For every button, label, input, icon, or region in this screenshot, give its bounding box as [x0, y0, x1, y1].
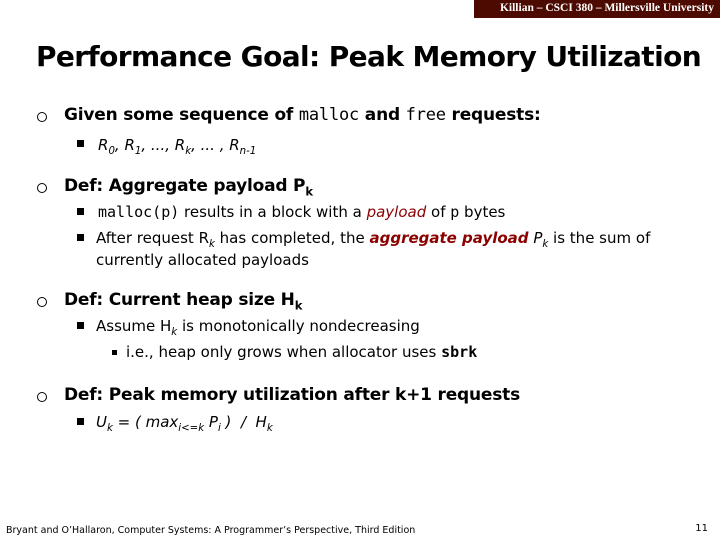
bullet-1-text: and — [359, 105, 406, 125]
text: bytes — [459, 203, 506, 221]
slide-title: Performance Goal: Peak Memory Utilization — [36, 40, 702, 73]
bullet-1 — [64, 105, 541, 125]
text: has completed, the — [214, 229, 370, 247]
header-text: Killian – CSCI 380 – Millersville University — [499, 2, 714, 14]
square-bullet-icon — [77, 418, 84, 425]
aggregate-payload-line2: currently allocated payloads — [96, 251, 309, 269]
term-payload: payload — [366, 203, 427, 221]
code-free: free — [405, 105, 446, 125]
text: results in a block with a — [179, 203, 367, 221]
request-sequence: $R_0$, $R_1$, ..., $R_k$, ... , $R_{n-1}$ — [98, 136, 257, 157]
bullet-ring-icon — [37, 112, 47, 122]
text: After request R — [96, 229, 209, 247]
bullet-2-label-sub: k — [305, 184, 313, 199]
code-malloc-p: malloc(p) — [98, 203, 180, 221]
aggregate-payload-definition — [96, 229, 650, 250]
bullet-ring-icon — [37, 297, 47, 307]
bullet-1-text: requests: — [445, 105, 541, 125]
term-aggregate-payload: aggregate payload — [369, 229, 529, 247]
square-bullet-icon — [77, 234, 84, 241]
bullet-ring-icon — [37, 392, 47, 402]
text: is the sum of — [548, 229, 651, 247]
subscript: k — [209, 239, 215, 250]
code-sbrk: sbrk — [441, 343, 478, 361]
text: is monotonically nondecreasing — [177, 317, 420, 335]
heap-size-assumption — [96, 317, 420, 338]
subscript: k — [542, 239, 549, 250]
header-bar — [474, 0, 720, 18]
bullet-3 — [64, 290, 302, 312]
square-bullet-icon — [112, 350, 117, 355]
text: P — [528, 229, 543, 247]
square-bullet-icon — [77, 140, 84, 147]
text: of — [426, 203, 451, 221]
footer-citation: Bryant and O’Hallaron, Computer Systems: A Programmer’s Perspective, Third Edition — [6, 525, 416, 536]
code-p: p — [450, 203, 460, 221]
bullet-2-label: Def: Aggregate payload P — [64, 176, 306, 196]
bullet-3-label: Def: Current heap size H — [64, 290, 295, 310]
bullet-2 — [64, 176, 313, 198]
text: i.e., heap only grows when allocator uses — [126, 343, 442, 361]
utilization-formula: $U_k$ = ( $\max_{i<=k} P_i$ ) / $H_k$ — [96, 413, 273, 434]
square-bullet-icon — [77, 322, 84, 329]
bullet-1-text: Given some sequence of — [64, 105, 299, 125]
bullet-3-label-sub: k — [294, 298, 303, 313]
subscript: k — [171, 327, 178, 338]
bullet-4-label: Def: Peak memory utilization after k+1 requests — [64, 385, 520, 405]
bullet-ring-icon — [37, 183, 47, 193]
text: Assume H — [96, 317, 172, 335]
heap-grows-note — [126, 343, 477, 361]
code-malloc: malloc — [298, 105, 360, 125]
square-bullet-icon — [77, 208, 84, 215]
page-number: 11 — [695, 523, 708, 534]
payload-definition — [98, 203, 505, 221]
